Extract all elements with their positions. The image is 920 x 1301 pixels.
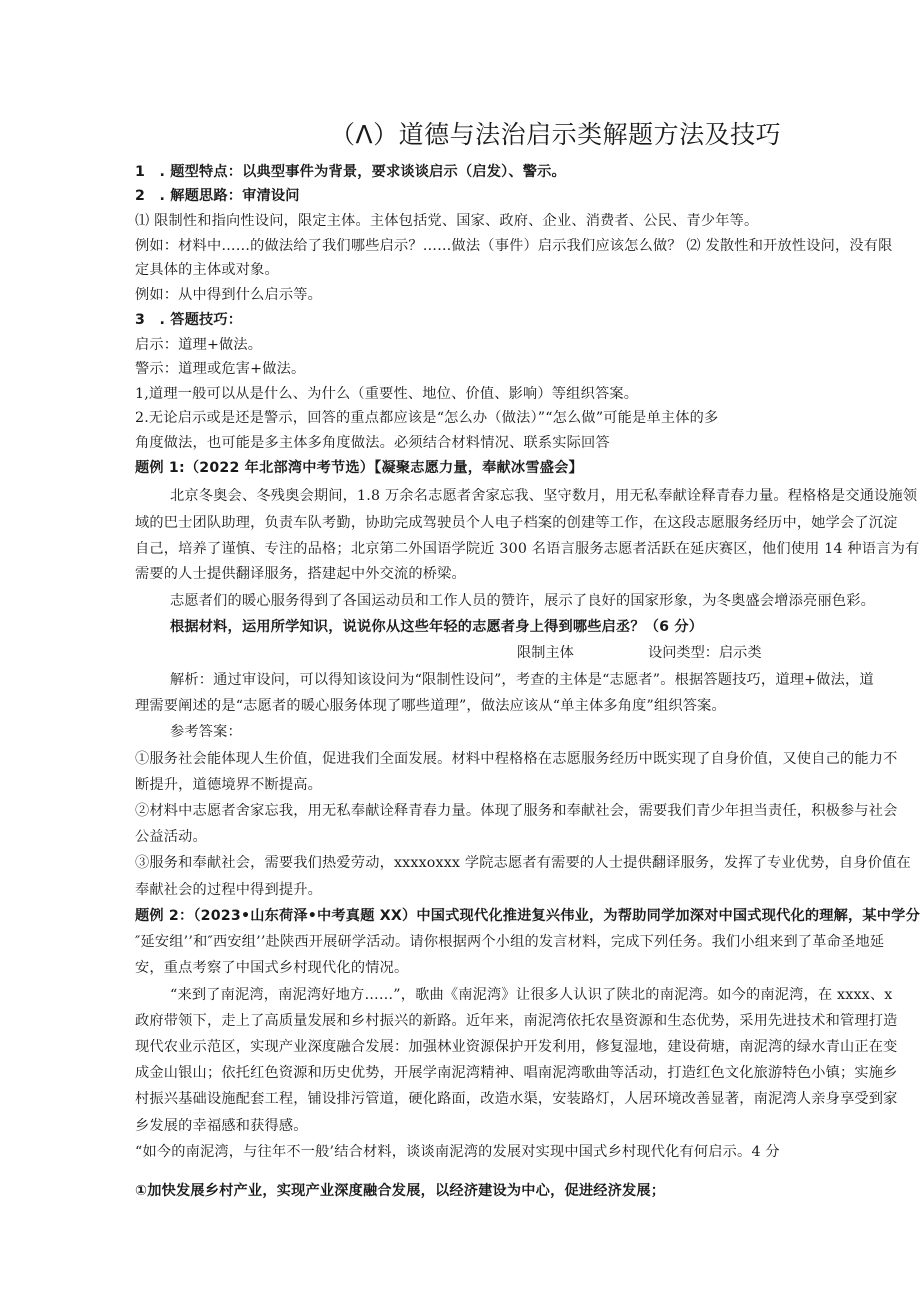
- section-3-heading: 3 . 答题技巧：: [135, 312, 243, 328]
- paragraph-line: ②材料中志愿者舍家忘我，用无私奉献诠释青春力量。体现了服务和奉献社会，需要我们青少年担当责任，积极参与社会: [135, 803, 898, 819]
- paragraph-line: 北京冬奥会、冬残奥会期间，1.8 万余名志愿者舍家忘我、坚守数月，用无私奉献诠释青春力量。程格格是交通设施领: [170, 488, 918, 504]
- paragraph-line: 例如：材料中……的做法给了我们哪些启示？……做法（事件）启示我们应该怎么做？ ⑵ 发散性和开放性设问，没有限: [135, 238, 893, 254]
- question-line: 根据材料，运用所学知识，说说你从这些年轻的志愿者身上得到哪些启丞？（6 分）: [170, 619, 704, 635]
- example-2-heading: 题例 2：（2023•山东荷泽•中考真题 XX）中国式现代化推进复兴伟业，为帮助同学加深对中国式现代化的理解，某中学分: [135, 908, 920, 924]
- question-line: ①加快发展乡村产业，实现产业深度融合发展，以经济建设为中心，促进经济发展；: [135, 1183, 666, 1199]
- paragraph-line: 志愿者们的暖心服务得到了各国运动员和工作人员的赞许，展示了良好的国家形象，为冬奥盛会增添亮丽色彩。: [170, 593, 875, 609]
- paragraph-line: ⑴ 限制性和指向性设问，限定主体。主体包括党、国家、政府、企业、消费者、公民、青少年等。: [135, 213, 759, 229]
- tag-question-type: 设问类型：启示类: [648, 645, 762, 661]
- paragraph-line: 奉献社会的过程中得到提升。: [135, 882, 323, 898]
- paragraph-line: 断提升，道德境界不断提高。: [135, 777, 323, 793]
- example-1-heading: 题例 1:（2022 年北部湾中考节选）【凝聚志愿力量，奉献冰雪盛会】: [135, 460, 583, 476]
- paragraph-line: ③服务和奉献社会，需要我们热爱劳动，xxxxoxxx 学院志愿者有需要的人士提供翻译服务，发挥了专业优势，自身价值在: [135, 855, 911, 871]
- paragraph-line: ①服务社会能体现人生价值，促进我们全面发展。材料中程格格在志愿服务经历中既实现了自身价值，又使自己的能力不: [135, 751, 898, 767]
- paragraph-line: 乡发展的幸福感和获得感。: [135, 1118, 308, 1134]
- tag-subject: 限制主体: [517, 645, 574, 661]
- paragraph-line: 政府带领下，走上了高质量发展和乡村振兴的新路。近年来，南泥湾依托农垦资源和生态优势，采用先进技术和管理打造: [135, 1013, 898, 1029]
- paragraph-line: 安，重点考察了中国式乡村现代化的情况。: [135, 960, 409, 976]
- paragraph-line: 自己，培养了谨慎、专注的品格；北京第二外国语学院近 300 名语言服务志愿者活跃在延庆赛区，他们使用 14 种语言为有: [135, 541, 920, 557]
- section-1-heading: 1 . 题型特点：以典型事件为背景，要求谈谈启示（启发）、警示。: [135, 164, 566, 180]
- paragraph-line: 需要的人士提供翻译服务，搭建起中外交流的桥梁。: [135, 566, 466, 582]
- paragraph-line: 警示：道理或危害+做法。: [135, 361, 306, 377]
- paragraph-line: 启示：道理+做法。: [135, 337, 263, 353]
- paragraph-line: 成金山银山；依托红色资源和历史优势，开展学南泥湾精神、唱南泥湾歌曲等活动，打造红色文化旅游特色小镇；实施乡: [135, 1065, 898, 1081]
- paragraph-line: 现代农业示范区，实现产业深度融合发展：加强林业资源保护开发利用，修复湿地，建设荷塘，南泥湾的绿水青山正在变: [135, 1039, 898, 1055]
- paragraph-line: ″延安组’’和″西安组’’赴陕西开展研学活动。请你根据两个小组的发言材料，完成下列任务。我们小组来到了革命圣地延: [135, 934, 885, 950]
- paragraph-line: 公益活动。: [135, 829, 207, 845]
- paragraph-line: “如今的南泥湾，与往年不一般’结合材料，谈谈南泥湾的发展对实现中国式乡村现代化有何启示。4 分: [135, 1144, 780, 1160]
- paragraph-line: 角度做法，也可能是多主体多角度做法。必须结合材料情况、联系实际回答: [135, 435, 610, 451]
- section-2-heading: 2 . 解题思路：审清设问: [135, 188, 300, 204]
- paragraph-line: 解析：通过审设问，可以得知该设问为“限制性设问”，考查的主体是“志愿者”。根据答题技巧，道理+做法，道: [170, 672, 874, 688]
- paragraph-line: 例如：从中得到什么启示等。: [135, 287, 323, 303]
- answer-heading: 参考答案：: [170, 724, 242, 740]
- paragraph-line: 定具体的主体或对象。: [135, 262, 279, 278]
- paragraph-line: 1,道理一般可以从是什么、为什么（重要性、地位、价值、影响）等组织答案。: [135, 386, 639, 402]
- paragraph-line: 2.无论启示或是还是警示，回答的重点都应该是“怎么办（做法）”“怎么做”可能是单主体的多: [135, 410, 719, 426]
- paragraph-line: “来到了南泥湾，南泥湾好地方……”，歌曲《南泥湾》让很多人认识了陕北的南泥湾。如今的南泥湾，在 xxxx、x: [170, 987, 893, 1003]
- paragraph-line: 理需要阐述的是“志愿者的暖心服务体现了哪些道理”，做法应该从“单主体多角度”组织答案。: [135, 698, 726, 714]
- page-title: （Λ）道德与法治启示类解题方法及技巧: [330, 120, 782, 149]
- paragraph-line: 域的巴士团队助理，负责车队考勤，协助完成驾驶员个人电子档案的创建等工作，在这段志愿服务经历中，她学会了沉淀: [135, 515, 898, 531]
- paragraph-line: 村振兴基础设施配套工程，铺设排污管道，硬化路面，改造水渠，安装路灯，人居环境改善显著，南泥湾人亲身享受到家: [135, 1091, 898, 1107]
